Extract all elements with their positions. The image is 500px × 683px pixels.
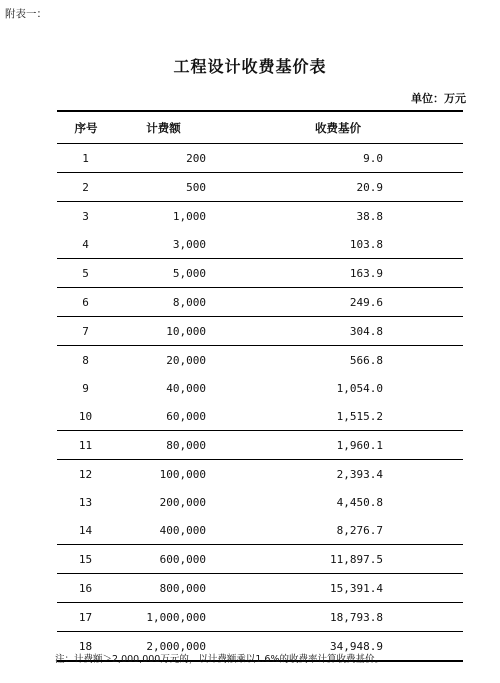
- row-amount: 60,000: [166, 409, 206, 423]
- table-row: [57, 144, 463, 173]
- row-amount: 200,000: [159, 495, 206, 509]
- table-row: [57, 202, 463, 231]
- row-amount: 2,000,000: [114, 632, 212, 662]
- row-fee: 20.9: [212, 173, 463, 202]
- row-amount: 600,000: [114, 545, 212, 574]
- table-row: [57, 545, 463, 574]
- row-fee: 1,960.1: [212, 431, 463, 460]
- table-body: [57, 144, 463, 662]
- fee-table: [57, 110, 463, 662]
- row-number: 12: [57, 460, 114, 489]
- row-amount: 800,000: [114, 574, 212, 603]
- row-fee: 34,948.9: [212, 632, 463, 662]
- row-number: 18: [57, 632, 114, 662]
- row-number: 8: [57, 346, 114, 375]
- table-row: [57, 488, 463, 516]
- table-row: [57, 346, 463, 375]
- row-fee: 15,391.4: [212, 574, 463, 603]
- row-fee: 103.8: [349, 237, 383, 251]
- row-number: 6: [57, 288, 114, 317]
- row-fee: 2,393.4: [212, 460, 463, 489]
- row-amount: 500: [114, 173, 212, 202]
- row-number: 1: [57, 144, 114, 173]
- table-row: [57, 288, 463, 317]
- row-amount: 400,000: [159, 523, 206, 537]
- table-row: [57, 259, 463, 288]
- column-header-amount: 计费额: [114, 111, 212, 144]
- unit-label: 单位：万元: [411, 92, 466, 105]
- row-amount: 20,000: [114, 346, 212, 375]
- row-amount: 1,000: [114, 202, 212, 231]
- footnote: 注：计费额＞2,000,000万元的，以计费额乘以1.6%的收费率计算收费基价。: [55, 654, 384, 665]
- row-amount: 40,000: [166, 381, 206, 395]
- header-note: 附表一：: [5, 8, 47, 20]
- page-title: 工程设计收费基价表: [173, 57, 327, 76]
- column-header-no: 序号: [57, 111, 114, 144]
- table-header-row: [57, 111, 463, 144]
- row-amount: 3,000: [172, 237, 206, 251]
- row-fee: 304.8: [212, 317, 463, 346]
- row-fee: 18,793.8: [212, 603, 463, 632]
- row-number: 15: [57, 545, 114, 574]
- row-number: 17: [57, 603, 114, 632]
- row-number: 4: [82, 237, 89, 251]
- table-row: [57, 374, 463, 402]
- table-row: [57, 574, 463, 603]
- row-amount: 200: [114, 144, 212, 173]
- row-fee: 249.6: [212, 288, 463, 317]
- row-number: 10: [78, 409, 93, 423]
- row-fee: 1,515.2: [336, 409, 383, 423]
- row-number: 3: [57, 202, 114, 231]
- row-fee: 9.0: [212, 144, 463, 173]
- row-amount: 5,000: [114, 259, 212, 288]
- row-fee: 8,276.7: [336, 523, 383, 537]
- row-number: 16: [57, 574, 114, 603]
- row-number: 5: [57, 259, 114, 288]
- row-number: 14: [78, 523, 93, 537]
- row-fee: 1,054.0: [336, 381, 383, 395]
- row-amount: 8,000: [114, 288, 212, 317]
- row-amount: 100,000: [114, 460, 212, 489]
- row-number: 7: [57, 317, 114, 346]
- row-fee: 163.9: [212, 259, 463, 288]
- row-amount: 80,000: [114, 431, 212, 460]
- table-row: [57, 516, 463, 545]
- table-row: [57, 460, 463, 489]
- row-fee: 566.8: [212, 346, 463, 375]
- table-row: [57, 173, 463, 202]
- row-number: 9: [82, 381, 89, 395]
- row-number: 13: [78, 495, 93, 509]
- column-header-fee: 收费基价: [212, 111, 463, 144]
- table-row: [57, 603, 463, 632]
- row-number: 11: [57, 431, 114, 460]
- table-row: [57, 230, 463, 259]
- table-row: [57, 431, 463, 460]
- row-fee: 4,450.8: [336, 495, 383, 509]
- table-row: [57, 402, 463, 431]
- row-fee: 11,897.5: [212, 545, 463, 574]
- row-fee: 38.8: [212, 202, 463, 231]
- row-number: 2: [57, 173, 114, 202]
- table-row: [57, 317, 463, 346]
- row-amount: 1,000,000: [114, 603, 212, 632]
- row-amount: 10,000: [114, 317, 212, 346]
